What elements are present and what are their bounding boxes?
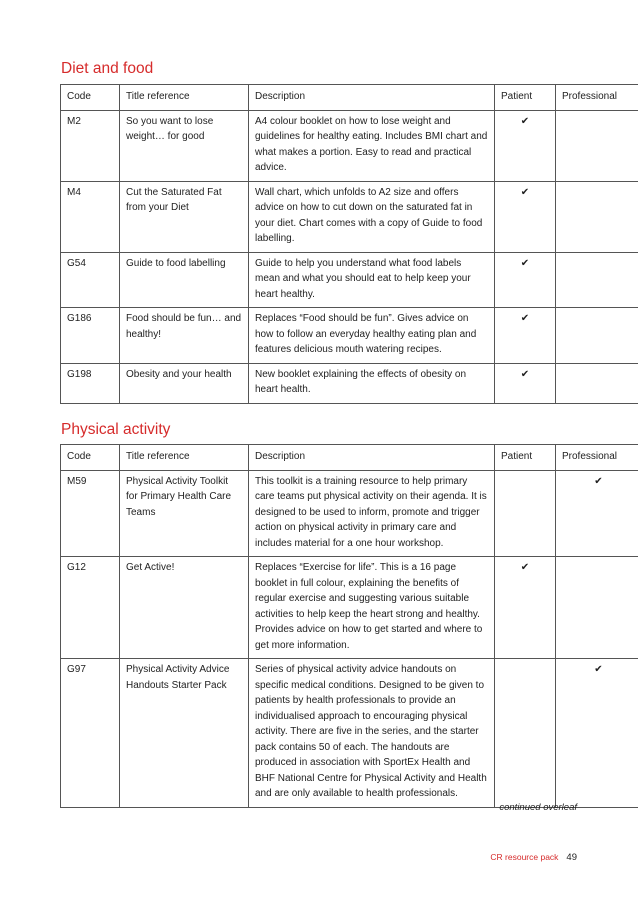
- checkmark-icon: ✔: [594, 664, 603, 675]
- table-row: [61, 181, 638, 252]
- cell-professional: [556, 363, 638, 403]
- cell-code: G12: [61, 557, 120, 659]
- cell-patient: [495, 659, 556, 808]
- diet-table: [60, 84, 638, 404]
- section-title-diet: Diet and food: [61, 60, 154, 77]
- cell-description: Replaces “Exercise for life”. This is a 16 page booklet in full colour, explaining the benefits of regular exercise and suggesting various suitable activities to help keep the heart strong and healthy. Provides advice on how to get started and where to get more information.: [249, 557, 495, 659]
- cell-professional: [556, 470, 638, 557]
- checkmark-icon: ✔: [520, 115, 530, 127]
- checkmark-icon: ✔: [594, 475, 603, 487]
- header-description: Description: [249, 445, 495, 471]
- cell-code: G186: [61, 308, 120, 364]
- table-row: [61, 308, 638, 364]
- table-row: [61, 659, 638, 808]
- checkmark-icon: ✔: [520, 562, 530, 573]
- cell-professional: [556, 181, 638, 252]
- continued-overleaf-note: continued overleaf: [499, 802, 577, 813]
- table-row: [61, 110, 638, 181]
- cell-patient: [495, 110, 556, 181]
- cell-title: Guide to food labelling: [120, 252, 249, 308]
- checkmark-icon: ✔: [520, 368, 530, 380]
- header-title: Title reference: [120, 85, 249, 111]
- cell-description: Series of physical activity advice handouts on specific medical conditions. Designed to be given to patients by health professionals to provide an individualised approach to encouraging physical activity. There are five in the series, and the starter pack contains 50 of each. The handouts are produced in association with SportEx Health and BHF National Centre for Physical Activity and Health and are only available to health professionals.: [249, 659, 495, 808]
- physical-table: [60, 444, 638, 808]
- page-number: 49: [566, 852, 577, 863]
- cell-patient: [495, 308, 556, 364]
- cell-professional: [556, 557, 638, 659]
- checkmark-icon: ✔: [520, 313, 530, 324]
- checkmark-icon: ✔: [520, 257, 530, 269]
- cell-code: M59: [61, 470, 120, 557]
- footer-label: CR resource pack: [490, 852, 559, 862]
- cell-title: So you want to lose weight… for good: [120, 110, 249, 181]
- cell-patient: [495, 363, 556, 403]
- diet-table-body: [61, 110, 638, 403]
- cell-professional: [556, 252, 638, 308]
- cell-professional: [556, 308, 638, 364]
- cell-patient: [495, 252, 556, 308]
- cell-code: M4: [61, 181, 120, 252]
- table-header-row: [61, 445, 638, 471]
- header-patient: Patient: [495, 445, 556, 471]
- cell-code: G198: [61, 363, 120, 403]
- cell-description: Replaces “Food should be fun”. Gives advice on how to follow an everyday healthy eating plan and features delicious mouth watering recipes.: [249, 308, 495, 364]
- checkmark-icon: ✔: [520, 186, 530, 198]
- table-header-row: [61, 85, 638, 111]
- cell-professional: [556, 659, 638, 808]
- page-footer: [490, 852, 577, 863]
- header-patient: Patient: [495, 85, 556, 111]
- header-professional: Professional: [556, 445, 638, 471]
- cell-description: This toolkit is a training resource to help primary care teams put physical activity on their agenda. It is designed to be used to inform, promote and trigger action on physical activity in primary care and includes material for a one hour workshop.: [249, 470, 495, 557]
- cell-patient: [495, 470, 556, 557]
- cell-code: G54: [61, 252, 120, 308]
- cell-patient: [495, 557, 556, 659]
- table-row: [61, 470, 638, 557]
- table-row: [61, 252, 638, 308]
- table-row: [61, 363, 638, 403]
- cell-title: Obesity and your health: [120, 363, 249, 403]
- table-row: [61, 557, 638, 659]
- cell-title: Physical Activity Advice Handouts Starter Pack: [120, 659, 249, 808]
- cell-description: Wall chart, which unfolds to A2 size and offers advice on how to cut down on the saturated fat in your diet. Chart comes with a copy of Guide to food labelling.: [249, 181, 495, 252]
- cell-title: Cut the Saturated Fat from your Diet: [120, 181, 249, 252]
- header-title: Title reference: [120, 445, 249, 471]
- cell-description: Guide to help you understand what food labels mean and what you should eat to help keep your heart healthy.: [249, 252, 495, 308]
- header-code: Code: [61, 445, 120, 471]
- section-title-physical: Physical activity: [61, 421, 171, 438]
- header-code: Code: [61, 85, 120, 111]
- header-description: Description: [249, 85, 495, 111]
- cell-code: M2: [61, 110, 120, 181]
- cell-professional: [556, 110, 638, 181]
- cell-description: New booklet explaining the effects of obesity on heart health.: [249, 363, 495, 403]
- cell-code: G97: [61, 659, 120, 808]
- cell-title: Physical Activity Toolkit for Primary Health Care Teams: [120, 470, 249, 557]
- header-professional: Professional: [556, 85, 638, 111]
- cell-title: Get Active!: [120, 557, 249, 659]
- cell-patient: [495, 181, 556, 252]
- physical-table-body: [61, 470, 638, 807]
- cell-description: A4 colour booklet on how to lose weight and guidelines for healthy eating. Includes BMI chart and what makes a portion. Easy to read and practical advice.: [249, 110, 495, 181]
- cell-title: Food should be fun… and healthy!: [120, 308, 249, 364]
